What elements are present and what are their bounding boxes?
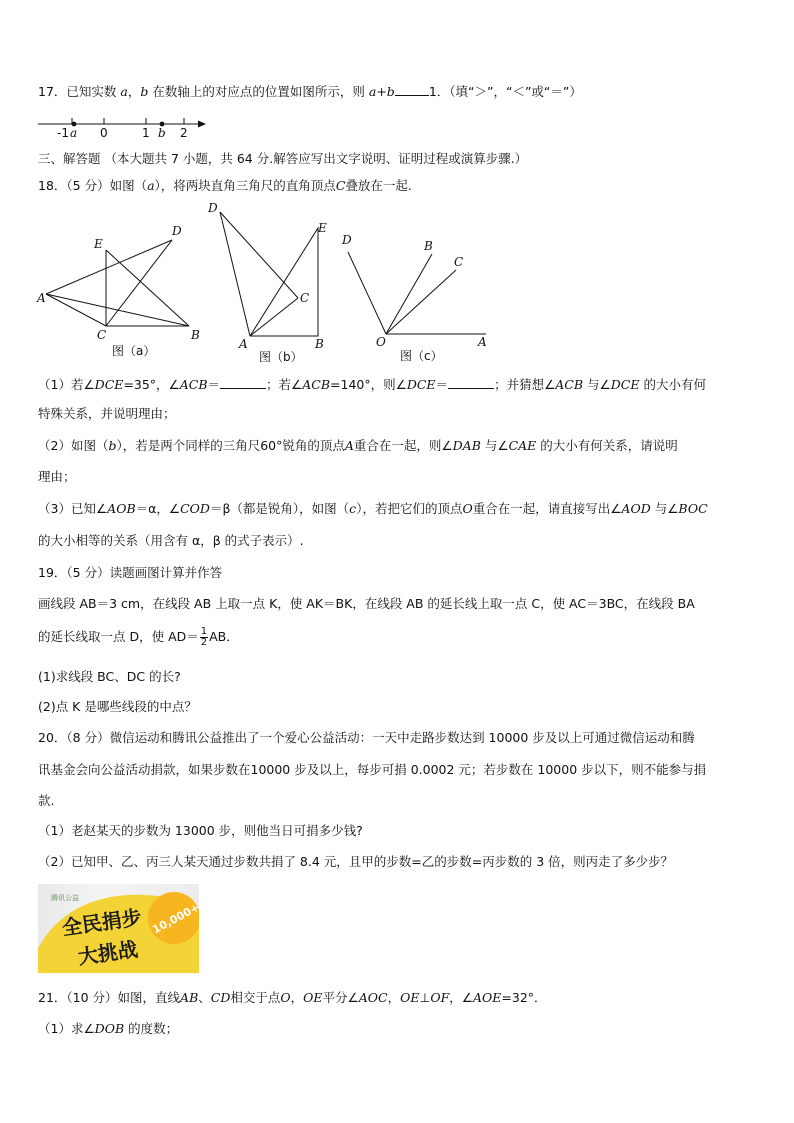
svg-text:C: C bbox=[97, 328, 107, 342]
q21-part1: （1）求∠DOB 的度数； bbox=[38, 1021, 179, 1036]
svg-text:C: C bbox=[454, 255, 464, 269]
tick-label: 1 bbox=[142, 126, 150, 140]
svg-text:C: C bbox=[300, 291, 310, 305]
q18-part2: （2）如图（b），若是两个同样的三角尺60°锐角的顶点A重合在一起，则∠DAB 与∠CAE 的大小有何关系，请说明 bbox=[38, 438, 678, 453]
q20-line3: 款. bbox=[38, 793, 55, 808]
q18-header: 18．（5 分）如图（a），将两块直角三角尺的直角顶点C叠放在一起. bbox=[38, 178, 412, 193]
q17-text: 17．已知实数 a，b 在数轴上的对应点的位置如图所示，则 a+b 1．（填“＞”，“＜”或“＝”） bbox=[38, 84, 582, 99]
svg-text:全民捐步: 全民捐步 bbox=[60, 905, 144, 940]
point-b-label: b bbox=[158, 126, 166, 140]
number-line bbox=[38, 112, 208, 140]
q20-part2: （2）已知甲、乙、丙三人某天通过步数共捐了 8.4 元，且甲的步数=乙的步数=丙步数的 3 倍，则丙走了多少步？ bbox=[38, 854, 674, 869]
tick-label: -1 bbox=[57, 126, 69, 140]
q19-part1: (1)求线段 BC、DC 的长? bbox=[38, 669, 181, 684]
svg-text:A: A bbox=[37, 291, 46, 305]
section-heading: 三、解答题 （本大题共 7 小题，共 64 分.解答应写出文字说明、证明过程或演算步骤.） bbox=[38, 151, 528, 166]
tick-label: 2 bbox=[180, 126, 188, 140]
point-a-label: a bbox=[70, 126, 78, 140]
q20-part1: （1）老赵某天的步数为 13000 步，则他当日可捐多少钱? bbox=[38, 823, 363, 838]
svg-text:O: O bbox=[376, 335, 386, 349]
svg-text:10,000+: 10,000+ bbox=[150, 900, 202, 937]
q19-line2: 的延长线取一点 D，使 AD＝ $\frac{1}{2}$ AB． bbox=[38, 626, 239, 648]
figure-c bbox=[336, 226, 496, 366]
q18-part2-line2: 理由； bbox=[38, 469, 76, 484]
figure-caption: 图（b） bbox=[259, 350, 303, 364]
svg-text:D: D bbox=[208, 201, 218, 215]
svg-text:D: D bbox=[172, 224, 182, 238]
svg-text:E: E bbox=[318, 221, 327, 235]
q20-line1: 20．（8 分）微信运动和腾讯公益推出了一个爱心公益活动：一天中走路步数达到 10000 步及以上可通过微信运动和腾 bbox=[38, 730, 695, 745]
q19-header: 19．（5 分）读题画图计算并作答 bbox=[38, 565, 223, 580]
figure-b bbox=[206, 198, 338, 368]
q18-part3-line2: 的大小相等的关系（用含有 α，β 的式子表示）. bbox=[38, 533, 304, 548]
q19-line1: 画线段 AB＝3 cm，在线段 AB 上取一点 K，使 AK＝BK，在线段 AB 的延长线上取一点 C，使 AC＝3BC，在线段 BA bbox=[38, 596, 695, 611]
svg-text:大挑战: 大挑战 bbox=[76, 936, 140, 970]
svg-text:B: B bbox=[424, 239, 433, 253]
answer-blank[interactable] bbox=[448, 376, 494, 389]
svg-text:A: A bbox=[478, 335, 487, 349]
q19-part2: (2)点 K 是哪些线段的中点？ bbox=[38, 699, 197, 714]
svg-text:B: B bbox=[191, 328, 200, 342]
q18-part1: （1）若∠DCE=35°，∠ACB＝ ；若∠ACB=140°，则∠DCE＝ ；并猜想∠ACB 与∠DCE 的大小有何 bbox=[38, 377, 706, 392]
svg-text:E: E bbox=[94, 237, 103, 251]
charity-banner-image bbox=[38, 884, 202, 973]
figure-a bbox=[36, 222, 206, 362]
q18-part1-line2: 特殊关系，并说明理由； bbox=[38, 406, 176, 421]
figure-caption: 图（a） bbox=[112, 344, 156, 358]
answer-blank[interactable] bbox=[395, 83, 429, 96]
svg-text:A: A bbox=[239, 337, 248, 351]
q20-line2: 讯基金会向公益活动捐款，如果步数在10000 步及以上，每步可捐 0.0002 元；若步数在 10000 步以下，则不能参与捐 bbox=[38, 762, 707, 777]
q18-part3: （3）已知∠AOB＝α，∠COD＝β（都是锐角），如图（c），若把它们的顶点O重合在一起，请直接写出∠AOD 与∠BOC bbox=[38, 501, 708, 516]
fraction: $\frac{1}{2}$ bbox=[200, 626, 208, 648]
answer-blank[interactable] bbox=[220, 376, 266, 389]
svg-text:B: B bbox=[315, 337, 324, 351]
svg-text:腾讯公益: 腾讯公益 bbox=[51, 894, 79, 902]
tick-label: 0 bbox=[100, 126, 108, 140]
q21-header: 21．（10 分）如图，直线AB、CD相交于点O，OE平分∠AOC，OE⊥OF，∠AOE=32°． bbox=[38, 990, 547, 1005]
svg-text:D: D bbox=[342, 233, 352, 247]
figure-caption: 图（c） bbox=[400, 349, 443, 363]
